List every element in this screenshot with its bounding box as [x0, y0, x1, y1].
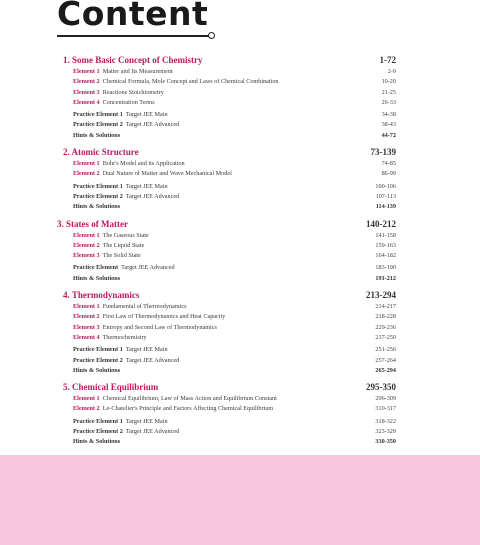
toc-entry[interactable]	[0, 98, 480, 108]
entry-label	[73, 89, 164, 96]
entry-prefix: Element 4	[73, 333, 100, 341]
entry-pages: 86-99	[381, 170, 396, 178]
entry-prefix: Practice Element 2	[73, 428, 123, 436]
entry-label	[73, 160, 185, 167]
entry-label	[73, 121, 179, 128]
entry-pages: 237-250	[375, 333, 396, 341]
entry-pages: 330-350	[375, 438, 396, 446]
entry-text: Target JEE Advanced	[125, 428, 180, 436]
entry-text: Entropy and Second Law of Thermodynamics	[102, 323, 217, 331]
entry-text: Dual Nature of Matter and Wave Mechanical Model	[102, 170, 232, 178]
entry-pages: 141-158	[375, 231, 396, 239]
entry-label	[73, 232, 149, 239]
title-underline	[57, 35, 210, 37]
section-heading[interactable]	[0, 146, 480, 159]
entry-text: Target JEE Main	[125, 182, 168, 190]
entry-prefix: Element 1	[73, 68, 100, 75]
entry-label	[73, 334, 147, 341]
entry-label	[73, 111, 168, 118]
toc-entry[interactable]	[0, 356, 480, 366]
entry-prefix: Element 2	[73, 78, 100, 86]
entry-label	[73, 68, 173, 75]
entry-label	[73, 313, 225, 320]
entry-text: The Liquid State	[102, 241, 145, 249]
toc-entry[interactable]	[0, 274, 480, 284]
entry-prefix: Element 2	[73, 313, 100, 321]
entry-pages: 251-256	[375, 346, 396, 354]
footer-band	[0, 455, 480, 545]
entry-text: The Solid State	[102, 252, 141, 260]
toc-entry[interactable]	[0, 169, 480, 179]
entry-pages: 318-322	[375, 417, 396, 425]
toc-entry[interactable]	[0, 366, 480, 376]
entry-text: Chemical Formula, Mole Concept and Laws of Chemical Combination	[102, 78, 279, 86]
toc-entry[interactable]	[0, 345, 480, 355]
entry-pages: 44-72	[381, 131, 396, 139]
entry-pages: 257-264	[375, 356, 396, 364]
entry-prefix: Element 2	[73, 170, 100, 178]
entry-pages: 296-309	[375, 395, 396, 403]
toc-entry[interactable]	[0, 77, 480, 87]
entry-label	[73, 78, 279, 85]
entry-label	[73, 324, 217, 331]
section-pages: 1-72	[379, 55, 396, 65]
section-title: 4. Thermodynamics	[63, 290, 140, 301]
entry-text: Target JEE Main	[125, 417, 168, 425]
entry-pages: 229-236	[375, 323, 396, 331]
toc-entry[interactable]	[0, 120, 480, 130]
entry-label	[73, 438, 120, 445]
entry-prefix: Element 2	[73, 405, 100, 413]
entry-text: Reactions Stoichiometry	[102, 88, 164, 96]
entry-label	[73, 264, 175, 271]
entry-label	[73, 170, 232, 177]
entry-prefix: Element 2	[73, 241, 100, 249]
section-title: 1. Some Basic Concept of Chemistry	[63, 55, 203, 65]
toc-section	[0, 54, 480, 141]
toc-entry[interactable]	[0, 427, 480, 437]
toc-entry[interactable]	[0, 263, 480, 273]
entry-label	[73, 193, 179, 200]
entry-text: Target JEE Main	[125, 111, 168, 119]
toc-entry[interactable]	[0, 312, 480, 322]
toc-entry[interactable]	[0, 323, 480, 333]
toc-entry[interactable]	[0, 192, 480, 202]
entry-text: Le-Chatelier's Principle and Factors Affecting Chemical Equilibrium	[102, 405, 274, 413]
entry-pages: 164-182	[375, 252, 396, 260]
entry-text: Target JEE Advanced	[121, 264, 175, 272]
toc-entry[interactable]	[0, 231, 480, 241]
entry-text: Target JEE Advanced	[125, 192, 180, 200]
entry-label	[73, 418, 168, 425]
entry-prefix: Practice Element 1	[73, 182, 123, 190]
entry-pages: 26-33	[381, 98, 396, 106]
entry-prefix: Element 1	[73, 303, 100, 311]
entry-label	[73, 242, 144, 249]
entry-pages: 265-294	[375, 366, 396, 374]
section-title: 2. Atomic Structure	[63, 147, 139, 158]
section-heading[interactable]	[0, 381, 480, 394]
entry-text: Bohr's Model and its Application	[102, 160, 185, 168]
entry-label	[73, 405, 273, 412]
entry-pages: 191-212	[375, 274, 396, 282]
toc-section	[0, 146, 480, 212]
entry-pages: 21-25	[381, 88, 396, 96]
entry-pages: 183-190	[375, 264, 396, 272]
section-title: 3. States of Matter	[57, 218, 128, 229]
toc-entry[interactable]	[0, 131, 480, 141]
section-pages: 213-294	[366, 290, 396, 301]
section-title: 5. Chemical Equilibrium	[63, 382, 159, 393]
entry-text: Target JEE Advanced	[125, 121, 180, 129]
toc-section	[0, 289, 480, 376]
entry-pages: 310-317	[375, 405, 396, 413]
entry-prefix: Element 3	[73, 252, 100, 260]
section-heading[interactable]	[0, 54, 480, 67]
entry-pages: 159-163	[375, 241, 396, 249]
page-title: Content	[57, 0, 209, 33]
entry-label	[73, 346, 168, 353]
entry-pages: 100-106	[375, 182, 396, 190]
toc-entry[interactable]	[0, 404, 480, 414]
toc-entry[interactable]	[0, 333, 480, 343]
entry-prefix: Element 4	[73, 98, 100, 106]
toc-section	[0, 381, 480, 447]
entry-label	[73, 99, 155, 106]
entry-label	[73, 428, 179, 435]
toc-entry[interactable]	[0, 202, 480, 212]
entry-pages: 107-113	[375, 192, 396, 200]
entry-prefix: Hints & Solutions	[73, 274, 121, 282]
entry-pages: 218-228	[375, 313, 396, 321]
entry-label	[73, 252, 141, 259]
entry-pages: 323-329	[375, 428, 396, 436]
section-pages: 73-139	[370, 147, 396, 158]
toc-entry[interactable]	[0, 251, 480, 261]
entry-label	[73, 395, 277, 402]
entry-label	[73, 275, 120, 282]
entry-prefix: Element 1	[73, 395, 100, 403]
entry-pages: 34-38	[381, 111, 396, 119]
entry-text: Target JEE Advanced	[125, 356, 180, 364]
entry-label	[73, 203, 120, 210]
entry-prefix: Hints & Solutions	[73, 203, 121, 211]
entry-text: Chemical Equilibrium, Law of Mass Action and Equilibrium Constant	[102, 395, 277, 403]
toc-entry[interactable]	[0, 182, 480, 192]
entry-prefix: Practice Element	[73, 264, 119, 272]
table-of-contents	[0, 54, 480, 453]
toc-entry[interactable]	[0, 88, 480, 98]
entry-pages: 114-139	[375, 203, 396, 211]
entry-text: Fundamental of Thermodynamics	[102, 303, 187, 311]
entry-prefix: Practice Element 1	[73, 346, 123, 354]
entry-label	[73, 132, 120, 139]
entry-prefix: Element 1	[73, 160, 100, 168]
entry-pages: 10-20	[381, 78, 396, 86]
underline-end-dot	[208, 32, 215, 39]
toc-entry[interactable]	[0, 67, 480, 77]
entry-prefix: Hints & Solutions	[73, 131, 121, 139]
entry-prefix: Element 3	[73, 88, 100, 96]
section-pages: 140-212	[366, 218, 396, 229]
entry-prefix: Hints & Solutions	[73, 366, 121, 374]
entry-pages: 38-43	[381, 121, 396, 129]
entry-label	[73, 303, 186, 310]
entry-pages: 214-217	[375, 303, 396, 311]
entry-label	[73, 357, 179, 364]
entry-prefix: Practice Element 2	[73, 356, 123, 364]
entry-prefix: Element 1	[73, 231, 100, 239]
toc-entry[interactable]	[0, 394, 480, 404]
section-heading[interactable]	[0, 289, 480, 302]
entry-label	[73, 183, 168, 190]
entry-prefix: Practice Element 2	[73, 121, 123, 129]
entry-pages: 2-9	[387, 68, 396, 75]
entry-text: Target JEE Main	[125, 346, 168, 354]
entry-text: Concentration Terms	[102, 98, 155, 106]
toc-entry[interactable]	[0, 417, 480, 427]
entry-text: First Law of Thermodynamics and Heat Capacity	[102, 313, 226, 321]
toc-entry[interactable]	[0, 437, 480, 447]
toc-entry[interactable]	[0, 241, 480, 251]
entry-prefix: Hints & Solutions	[73, 438, 121, 446]
entry-text: Matter and Its Measurement	[102, 68, 173, 75]
entry-pages: 74-85	[381, 160, 396, 168]
toc-entry[interactable]	[0, 159, 480, 169]
toc-entry[interactable]	[0, 110, 480, 120]
entry-prefix: Practice Element 2	[73, 192, 123, 200]
toc-entry[interactable]	[0, 302, 480, 312]
toc-section	[0, 218, 480, 284]
entry-prefix: Practice Element 1	[73, 417, 123, 425]
entry-text: The Gaseous State	[102, 231, 149, 239]
entry-text: Thermochemistry	[102, 333, 147, 341]
entry-label	[73, 367, 120, 374]
section-pages: 295-350	[366, 382, 396, 393]
section-heading[interactable]	[0, 218, 480, 231]
entry-prefix: Element 3	[73, 323, 100, 331]
entry-prefix: Practice Element 1	[73, 111, 123, 119]
